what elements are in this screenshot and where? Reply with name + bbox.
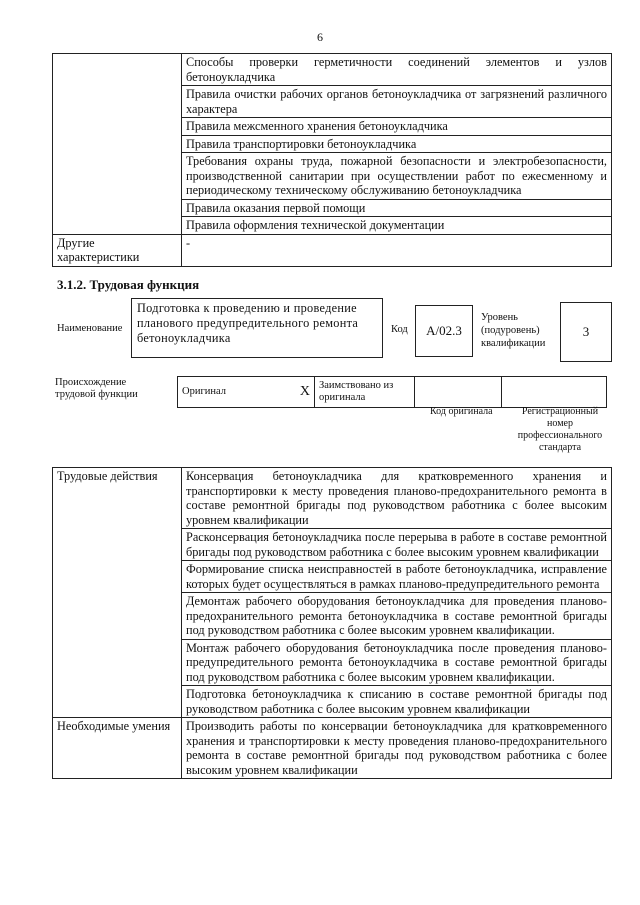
other-characteristics-label: Другие характеристики [53,234,182,266]
table-row: Правила оказания первой помощи [182,199,612,217]
table-row: Производить работы по консервации бетоноукладчика для кратковременного хранения и транспортировки к месту проведения планово-предохранительного ремонта в составе ремонтной бригады под руководством работника с более высоким уровнем квалификации [182,718,612,779]
level-box: 3 [560,302,612,362]
labor-actions-table [52,467,612,779]
table-row: Демонтаж рабочего оборудования бетоноукладчика для проведения планово-предохранительного ремонта бетоноукладчика в составе ремонтной бригады под руководством работника с более высоким уровнем квалификации. [182,593,612,640]
registration-number-cell [502,377,607,408]
borrowed-cell: Заимствовано из оригинала [315,377,415,408]
name-label: Наименование [57,323,123,334]
level-label [481,311,553,350]
code-box: A/02.3 [415,305,473,357]
table-row: Правила транспортировки бетоноукладчика [182,135,612,153]
other-characteristics-value: - [182,234,612,266]
actions-label: Трудовые действия [53,468,182,718]
page-number: 6 [317,30,323,44]
original-cell [178,377,315,408]
origin-table [177,376,607,408]
knowledge-table [52,53,612,267]
table-row: Правила оформления технической документации [182,217,612,235]
table-row: Способы проверки герметичности соединений элементов и узлов бетоноукладчика [182,54,612,86]
original-code-cell [415,377,502,408]
origin-label-text: Происхождение трудовой функции [55,377,138,400]
level-label-text: Уровень (подуровень) квалификации [481,312,546,349]
table-row: Расконсервация бетоноукладчика после перерыва в работе в составе ремонтной бригады под руководством работника с более высоким уровнем квалификации [182,529,612,561]
function-name-box: Подготовка к проведению и проведение планового предупредительного ремонта бетоноукладчика [131,298,383,358]
origin-label [55,377,165,401]
empty-label-cell [53,54,182,235]
table-row: Требования охраны труда, пожарной безопасности и электробезопасности, производственной санитарии при осуществлении работ по ежесменному и периодическому техническому обслуживанию бетоноукладчика [182,153,612,200]
original-code-caption: Код оригинала [430,406,493,417]
table-row: Правила межсменного хранения бетоноукладчика [182,118,612,136]
table-row: Формирование списка неисправностей в работе бетоноукладчика, исправление которых будет осуществляться в рамках планово-предупредительного ремонта [182,561,612,593]
skills-label: Необходимые умения [53,718,182,779]
code-label: Код [391,324,408,335]
table-row: Правила очистки рабочих органов бетоноукладчика от загрязнений различного характера [182,86,612,118]
table-row: Подготовка бетоноукладчика к списанию в составе ремонтной бригады под руководством работника с более высоким уровнем квалификации [182,686,612,718]
registration-number-caption: Регистрационный номер профессионального стандарта [517,406,603,453]
table-row: Монтаж рабочего оборудования бетоноукладчика после проведения планово-предупредительного ремонта бетоноукладчика в составе ремонтной бригады под руководством работника с более высоким уровнем квалификации. [182,639,612,686]
original-text: Оригинал [182,386,226,397]
section-title: 3.1.2. Трудовая функция [57,277,200,292]
table-row: Консервация бетоноукладчика для кратковременного хранения и транспортировки к месту проведения планово-предохранительного ремонта в составе ремонтной бригады под руководством работника с более высоким уровнем квалификации [182,468,612,529]
original-mark: X [299,384,310,399]
